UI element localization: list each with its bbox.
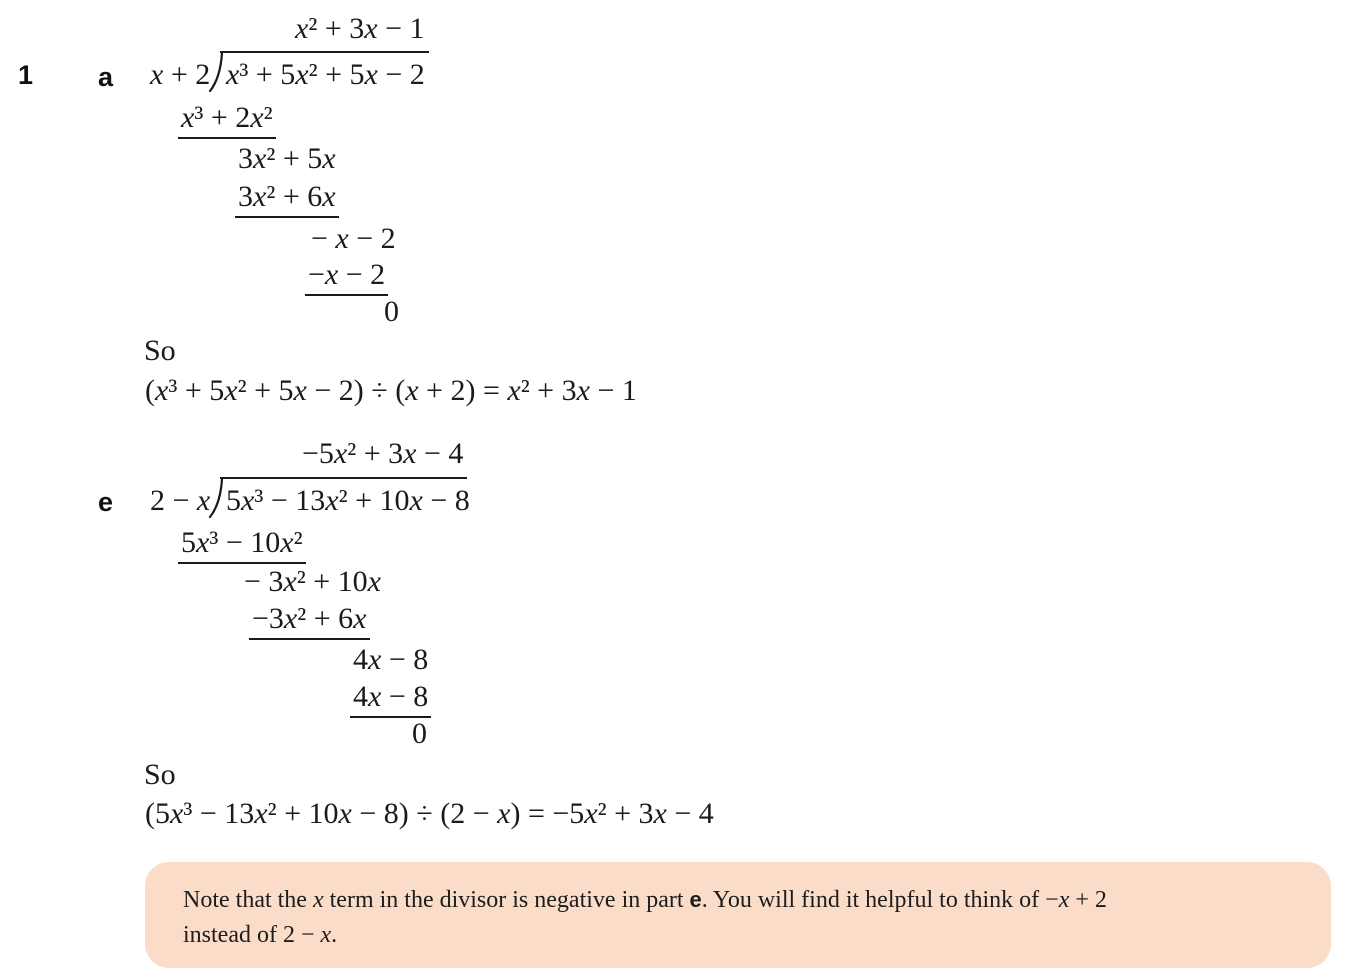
division-step: 3x² + 6x <box>235 180 339 218</box>
note-part-reference: e <box>689 887 702 912</box>
part-label-e: e <box>98 487 114 517</box>
note-text-line2: instead of 2 − x. <box>183 922 338 948</box>
division-bracket-icon <box>206 52 224 92</box>
division-remainder: 0 <box>384 295 399 328</box>
division-step: −3x² + 6x <box>249 602 370 640</box>
division-overline <box>220 51 429 53</box>
division-step: 4x − 8 <box>350 680 431 718</box>
division-step: x³ + 2x² <box>178 101 276 139</box>
dividend: 5x³ − 13x² + 10x − 8 <box>226 484 470 517</box>
divisor: 2 − x <box>150 484 211 517</box>
division-summary: (5x³ − 13x² + 10x − 8) ÷ (2 − x) = −5x² + 3x − 4 <box>145 797 714 830</box>
division-bracket-icon <box>206 478 224 518</box>
note-text-pre: Note that the x term in the divisor is negative in part <box>183 887 690 913</box>
dividend: x³ + 5x² + 5x − 2 <box>226 58 425 91</box>
division-overline <box>220 477 467 479</box>
problem-number: 1 <box>18 60 34 90</box>
division-summary: (x³ + 5x² + 5x − 2) ÷ (x + 2) = x² + 3x − 1 <box>145 374 637 407</box>
division-step: 5x³ − 10x² <box>178 526 306 564</box>
so-label: So <box>144 758 176 791</box>
note-text <box>183 882 1293 953</box>
division-remainder: 0 <box>412 717 427 750</box>
quotient-line: x² + 3x − 1 <box>295 12 425 45</box>
part-label-a: a <box>98 62 114 92</box>
quotient-line: −5x² + 3x − 4 <box>302 437 464 470</box>
division-step: − 3x² + 10x <box>244 565 381 598</box>
division-step: − x − 2 <box>311 222 396 255</box>
divisor: x + 2 <box>150 58 211 91</box>
note-box <box>145 862 1331 968</box>
note-text-post: . You will find it helpful to think of −x + 2 <box>701 887 1107 913</box>
so-label: So <box>144 334 176 367</box>
division-step: −x − 2 <box>305 258 388 296</box>
division-step: 3x² + 5x <box>238 142 336 175</box>
division-step: 4x − 8 <box>353 643 429 676</box>
